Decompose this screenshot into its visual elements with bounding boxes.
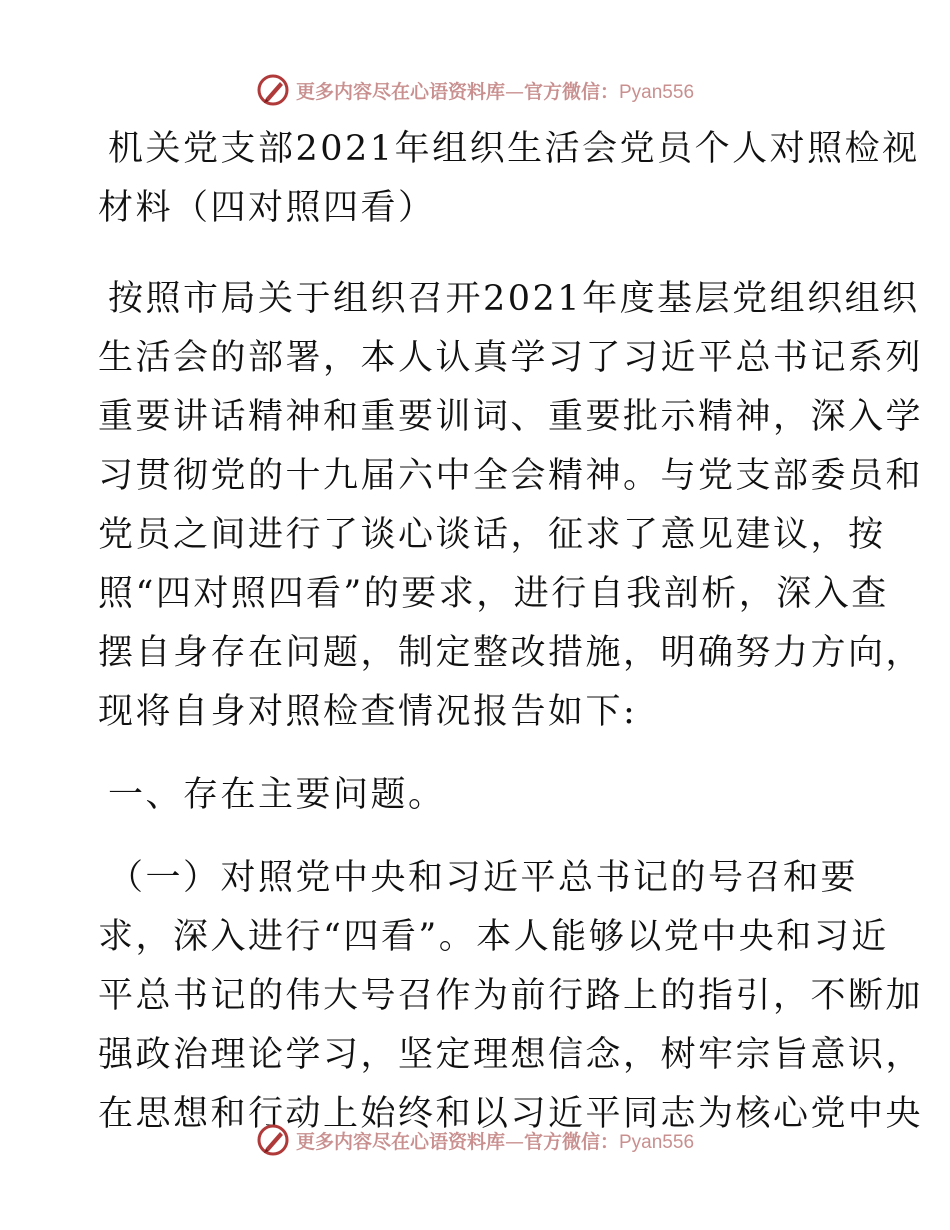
paragraph-line: 照“四对照四看”的要求，进行自我剖析，深入查 — [98, 574, 889, 614]
paragraph-line: 平总书记的伟大号召作为前行路上的指引，不断加 — [98, 976, 924, 1016]
watermark-text: 更多内容尽在心语资料库—官方微信：Pyan556 — [295, 80, 695, 103]
body-paragraph — [98, 849, 924, 1144]
document-title — [98, 120, 920, 238]
paragraph-line: （一）对照党中央和习近平总书记的号召和要 — [108, 858, 859, 898]
paragraph-line: 按照市局关于组织召开2021年度基层党组织组织 — [108, 279, 920, 319]
pen-logo-icon — [256, 1123, 290, 1157]
paragraph-line: 现将自身对照检查情况报告如下: — [98, 692, 638, 732]
title-line: 材料（四对照四看） — [98, 188, 436, 228]
paragraph-line: 求，深入进行“四看”。本人能够以党中央和习近 — [98, 917, 889, 957]
paragraph-line: 习贯彻党的十九届六中全会精神。与党支部委员和 — [98, 456, 924, 496]
watermark-banner-bottom — [0, 1120, 950, 1160]
watermark-text: 更多内容尽在心语资料库—官方微信：Pyan556 — [295, 1130, 695, 1153]
watermark-banner-top — [0, 70, 950, 110]
section-heading: 一、存在主要问题。 — [108, 775, 446, 815]
pen-logo-icon — [256, 73, 290, 107]
paragraph-line: 重要讲话精神和重要训词、重要批示精神，深入学 — [98, 397, 924, 437]
paragraph-line: 强政治理论学习，坚定理想信念，树牢宗旨意识， — [98, 1035, 924, 1075]
paragraph-line: 生活会的部署，本人认真学习了习近平总书记系列 — [98, 338, 924, 378]
paragraph-line: 摆自身存在问题，制定整改措施，明确努力方向， — [98, 633, 924, 673]
intro-paragraph — [98, 270, 924, 742]
paragraph-line: 在思想和行动上始终和以习近平同志为核心党中央 — [98, 1094, 924, 1134]
title-line: 机关党支部2021年组织生活会党员个人对照检视 — [108, 129, 920, 169]
document-body — [98, 120, 924, 1144]
paragraph-line: 党员之间进行了谈心谈话，征求了意见建议，按 — [98, 515, 886, 555]
